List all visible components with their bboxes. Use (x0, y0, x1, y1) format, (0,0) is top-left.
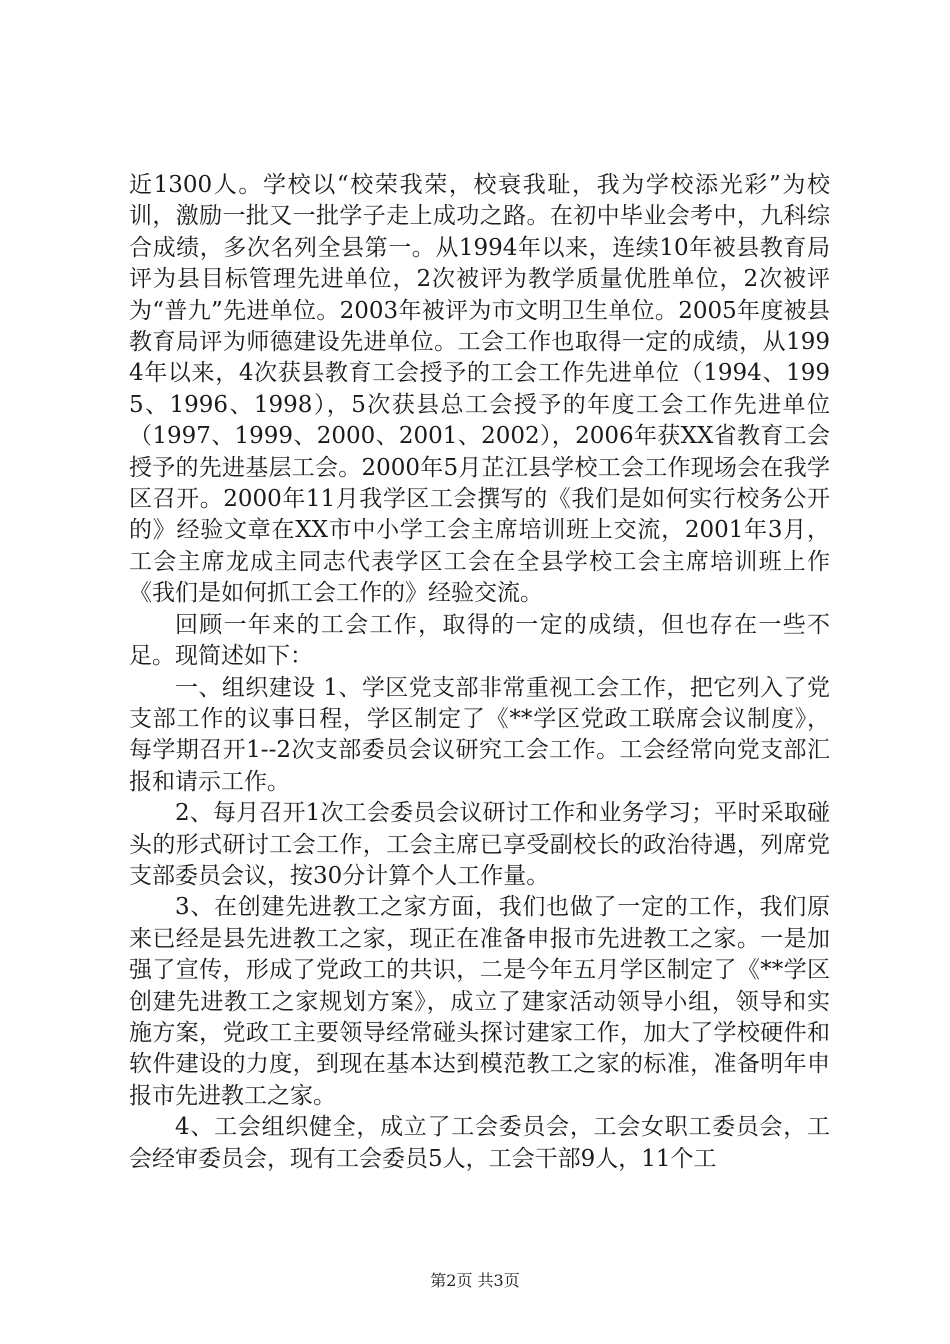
document-body (129, 170, 830, 1175)
paragraph-union-structure: 4、工会组织健全，成立了工会委员会，工会女职工委员会，工会经审委员会，现有工会委员5人，工会干部9人，11个工 (129, 1114, 830, 1172)
paragraph-organization: 一、组织建设 1、学区党支部非常重视工会工作，把它列入了党支部工作的议事日程，学区制定了《**学区党政工联席会议制度》，每学期召开1--2次支部委员会议研究工会工作。工会经常向党支部汇报和请示工作。 (129, 674, 830, 795)
paragraph-intro: 近1300人。学校以“校荣我荣，校衰我耻，我为学校添光彩”为校训，激励一批又一批学子走上成功之路。在初中毕业会考中，九科综合成绩，多次名列全县第一。从1994年以来，连续10年被县教育局评为县目标管理先进单位，2次被评为教学质量优胜单位，2次被评为“普九”先进单位。2003年被评为市文明卫生单位。2005年度被县教育局评为师德建设先进单位。工会工作也取得一定的成绩，从1994年以来，4次获县教育工会授予的工会工作先进单位（1994、1995、1996、1998），5次获县总工会授予的年度工会工作先进单位（1997、1999、2000、2001、2002），2006年获XX省教育工会授予的先进基层工会。2000年5月芷江县学校工会工作现场会在我学区召开。2000年11月我学区工会撰写的《我们是如何实行校务公开的》经验文章在XX市中小学工会主席培训班上交流，2001年3月，工会主席龙成主同志代表学区工会在全县学校工会主席培训班上作《我们是如何抓工会工作的》经验交流。 (129, 172, 830, 607)
paragraph-meetings: 2、每月召开1次工会委员会议研讨工作和业务学习；平时采取碰头的形式研讨工会工作，工会主席已享受副校长的政治待遇，列席党支部委员会议，按30分计算个人工作量。 (129, 800, 830, 889)
paragraph-review: 回顾一年来的工会工作，取得的一定的成绩，但也存在一些不足。现简述如下： (129, 611, 830, 670)
paragraph-teachers-home: 3、在创建先进教工之家方面，我们也做了一定的工作，我们原来已经是县先进教工之家，现正在准备申报市先进教工之家。一是加强了宣传，形成了党政工的共识，二是今年五月学区制定了《**学区创建先进教工之家规划方案》，成立了建家活动领导小组，领导和实施方案，党政工主要领导经常碰头探讨建家工作，加大了学校硬件和软件建设的力度，到现在基本达到模范教工之家的标准，准备明年申报市先进教工之家。 (129, 894, 830, 1109)
page-footer: 第2页 共3页 (430, 1271, 520, 1290)
